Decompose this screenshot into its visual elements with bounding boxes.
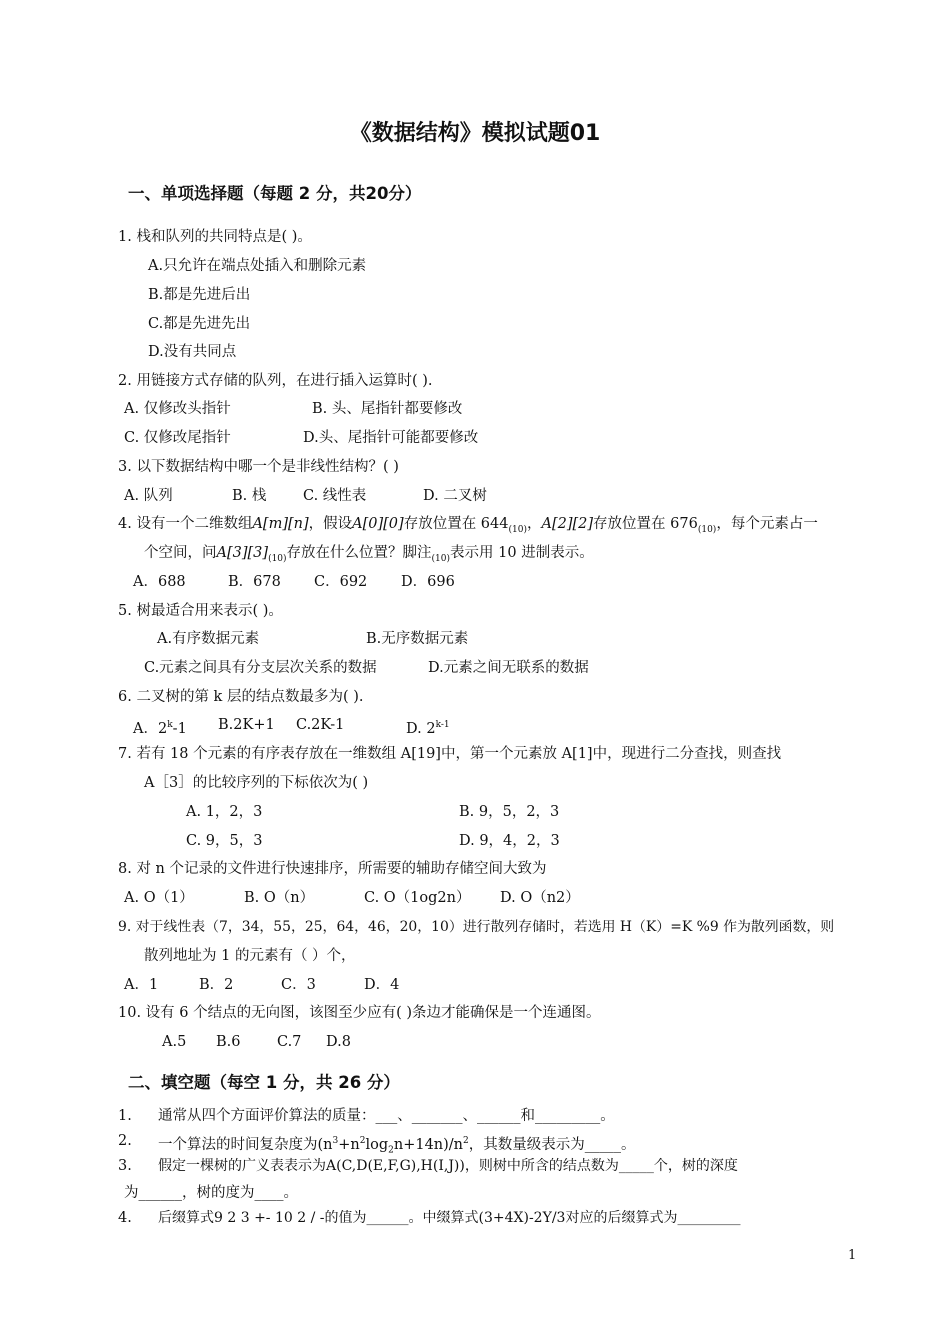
question-4-option-a: A．688 bbox=[133, 574, 186, 590]
fill-question-1-number: 1. bbox=[118, 1108, 132, 1124]
question-10-option-c: C.7 bbox=[277, 1034, 302, 1050]
question-9-option-b: B．2 bbox=[199, 977, 234, 993]
question-6-option-c: C.2K-1 bbox=[296, 717, 345, 733]
question-6-option-a: A．2$^k$-1 bbox=[133, 720, 187, 737]
document-title: 《数据结构》模拟试题01 bbox=[349, 121, 601, 146]
question-5-stem: 5. 树最适合用来表示( )。 bbox=[118, 603, 283, 619]
question-7-line-1: 7. 若有 18 个元素的有序表存放在一维数组 A[19]中，第一个元素放 A[1]中，现进行二分查找，则查找 bbox=[118, 746, 782, 762]
question-1-option-c: C.都是先进先出 bbox=[148, 316, 251, 332]
question-5-option-a: A.有序数据元素 bbox=[157, 631, 260, 647]
question-8-option-d: D. O（n2） bbox=[500, 890, 580, 906]
question-4-option-b: B．678 bbox=[228, 574, 281, 590]
question-4-option-d: D．696 bbox=[401, 574, 455, 590]
question-2-option-b: B. 头、尾指针都要修改 bbox=[312, 401, 463, 417]
question-10-stem: 10. 设有 6 个结点的无向图，该图至少应有( )条边才能确保是一个连通图。 bbox=[118, 1005, 601, 1021]
question-3-option-d: D. 二叉树 bbox=[423, 488, 487, 504]
question-3-option-c: C. 线性表 bbox=[303, 488, 367, 504]
question-2-option-c: C. 仅修改尾指针 bbox=[124, 430, 231, 446]
question-4-line-1: 4. 设有一个二维数组A[m][n]，假设A[0][0]存放位置在 $644_{(10)}$，A[2][2]存放位置在 $676_{(10)}$，每个元素占一 bbox=[118, 516, 818, 535]
question-7-line-2: A［3］的比较序列的下标依次为( ) bbox=[144, 775, 369, 791]
question-4-option-c: C．692 bbox=[314, 574, 368, 590]
section-heading-single-choice: 一、单项选择题（每题 2 分，共20分） bbox=[128, 184, 422, 203]
fill-question-2-text: 一个算法的时间复杂度为$(n^3+n^2\log_2n+14n)/n^2$，其数量级表示为_____。 bbox=[158, 1136, 636, 1156]
question-5-option-c: C.元素之间具有分支层次关系的数据 bbox=[144, 660, 377, 676]
fill-question-2-number: 2. bbox=[118, 1133, 132, 1149]
fill-question-3-number: 3. bbox=[118, 1158, 132, 1174]
question-9-line-2: 散列地址为 1 的元素有（ ）个， bbox=[144, 948, 356, 964]
question-10-option-b: B.6 bbox=[216, 1034, 241, 1050]
question-3-stem: 3. 以下数据结构中哪一个是非线性结构？( ) bbox=[118, 459, 399, 475]
question-8-stem: 8. 对 n 个记录的文件进行快速排序，所需要的辅助存储空间大致为 bbox=[118, 861, 547, 877]
question-9-option-a: A．1 bbox=[124, 977, 159, 993]
question-9-line-1: 9. 对于线性表（7，34，55，25，64，46，20，10）进行散列存储时，若选用 H（K）=K %9 作为散列函数，则 bbox=[118, 919, 835, 935]
question-7-option-d: D. 9，4，2，3 bbox=[459, 833, 560, 849]
question-2-option-d: D.头、尾指针可能都要修改 bbox=[303, 430, 479, 446]
fill-question-3-line-1: 假定一棵树的广义表表示为A(C,D(E,F,G),H(I,J))，则树中所含的结点数为_____个，树的深度 bbox=[158, 1158, 738, 1174]
question-7-option-b: B. 9，5，2，3 bbox=[459, 804, 560, 820]
question-8-option-b: B. O（n） bbox=[244, 890, 315, 906]
question-7-option-a: A. 1，2，3 bbox=[186, 804, 263, 820]
question-3-option-b: B. 栈 bbox=[232, 488, 267, 504]
question-1-option-d: D.没有共同点 bbox=[148, 344, 237, 360]
question-8-option-c: C. O（1og2n） bbox=[364, 890, 471, 906]
question-10-option-a: A.5 bbox=[162, 1034, 187, 1050]
section-heading-fill-in: 二、填空题（每空 1 分，共 26 分） bbox=[128, 1073, 400, 1092]
page-number: 1 bbox=[848, 1248, 857, 1263]
question-5-option-b: B.无序数据元素 bbox=[366, 631, 469, 647]
question-10-option-d: D.8 bbox=[326, 1034, 351, 1050]
question-1-stem: 1. 栈和队列的共同特点是( )。 bbox=[118, 229, 312, 245]
question-1-option-a: A.只允许在端点处插入和删除元素 bbox=[148, 258, 367, 274]
question-8-option-a: A. O（1） bbox=[124, 890, 194, 906]
question-6-option-d: D. 2$^{k-1}$ bbox=[406, 720, 450, 737]
fill-question-3-line-2: 为______，树的度为____。 bbox=[124, 1185, 298, 1201]
question-1-option-b: B.都是先进后出 bbox=[148, 287, 251, 303]
fill-question-4-text: 后缀算式9 2 3 +- 10 2 / -的值为______。中缀算式(3+4X)-2Y/3对应的后缀算式为_________ bbox=[158, 1210, 741, 1226]
question-9-option-c: C．3 bbox=[281, 977, 316, 993]
question-2-stem: 2. 用链接方式存储的队列，在进行插入运算时( ). bbox=[118, 373, 433, 389]
fill-question-4-number: 4. bbox=[118, 1210, 132, 1226]
question-2-option-a: A. 仅修改头指针 bbox=[124, 401, 231, 417]
question-6-option-b: B.2K+1 bbox=[218, 717, 275, 733]
question-4-line-2: 个空间，问$A[3][3]_{(10)}$存放在什么位置？脚注$_{(10)}$表示用 10 进制表示。 bbox=[144, 545, 594, 564]
fill-question-1-text: 通常从四个方面评价算法的质量：___、_______、______和_________。 bbox=[158, 1108, 615, 1124]
question-9-option-d: D．4 bbox=[364, 977, 400, 993]
question-5-option-d: D.元素之间无联系的数据 bbox=[428, 660, 589, 676]
question-3-option-a: A. 队列 bbox=[124, 488, 173, 504]
question-7-option-c: C. 9，5，3 bbox=[186, 833, 263, 849]
question-6-stem: 6. 二叉树的第 k 层的结点数最多为( ). bbox=[118, 689, 364, 705]
